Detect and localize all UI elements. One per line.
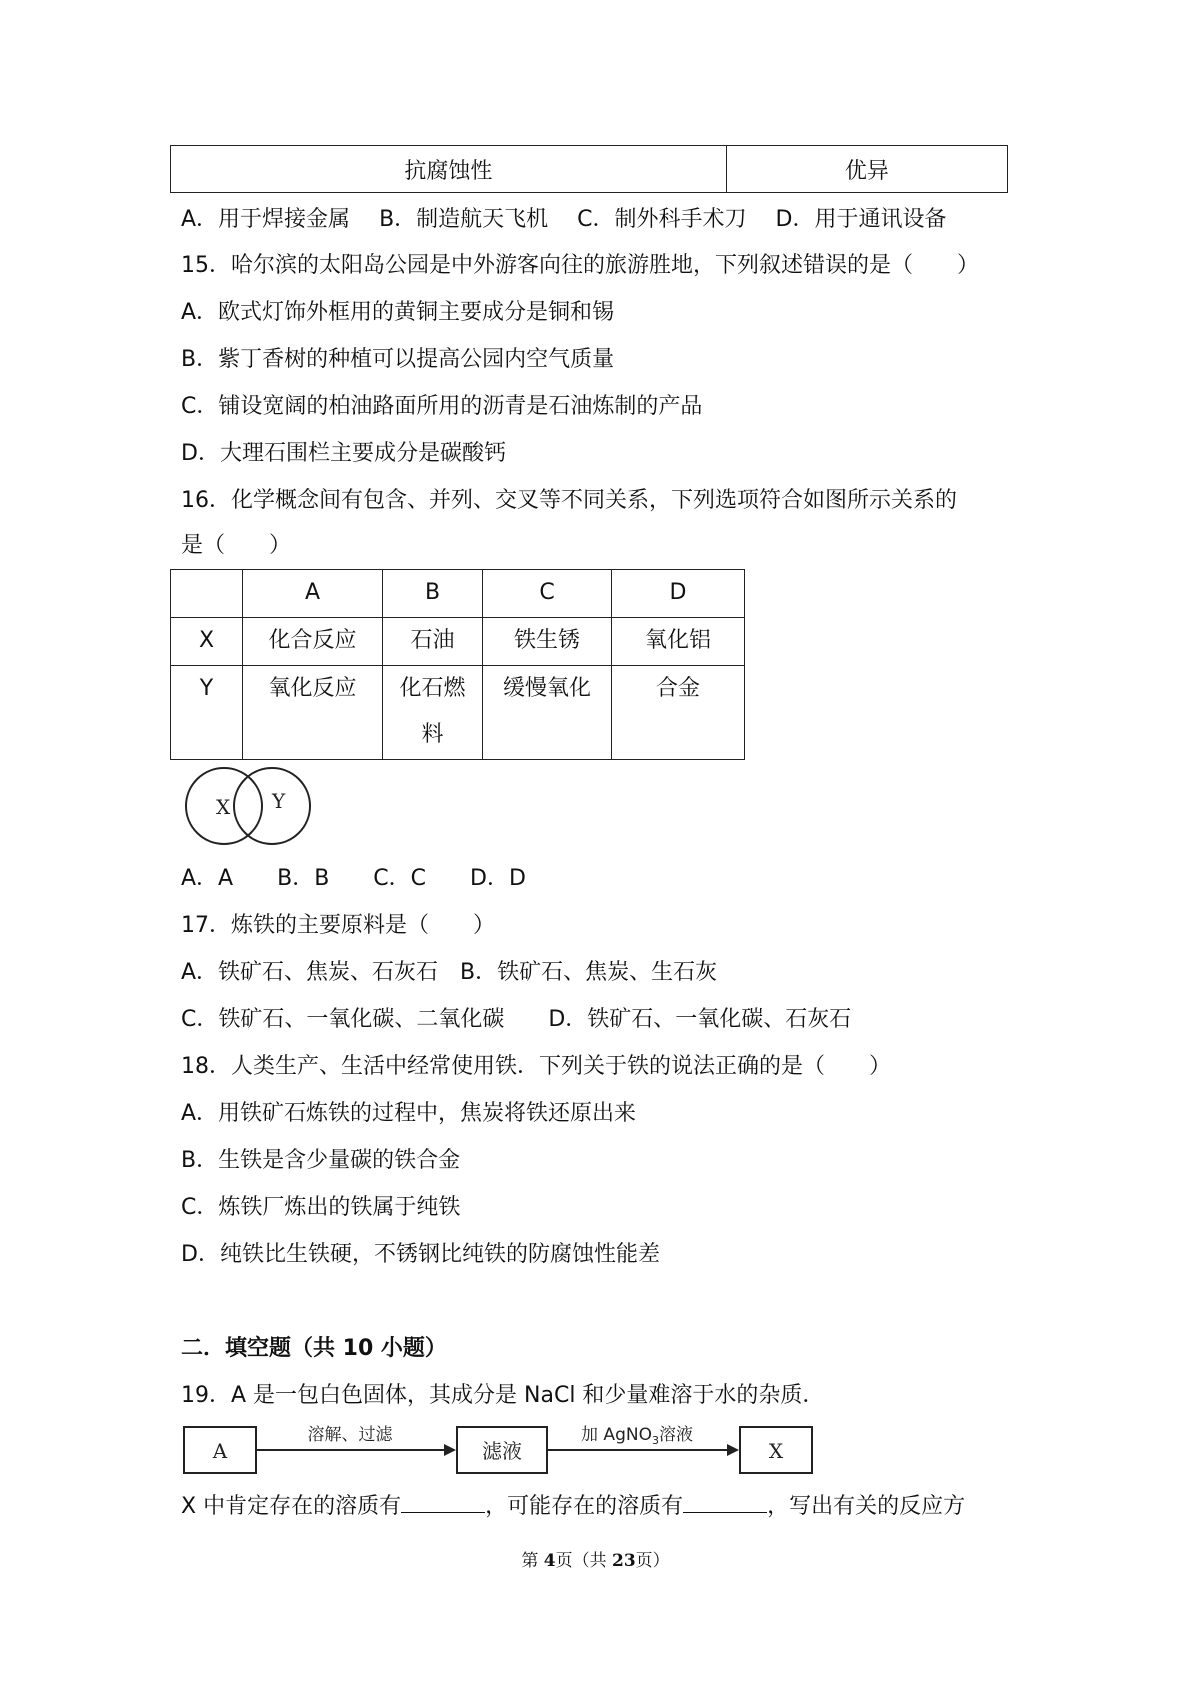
venn-label-x: X xyxy=(216,795,231,819)
table-cell: 石油 xyxy=(383,618,483,666)
flow-arrowhead-2 xyxy=(727,1444,739,1456)
venn-diagram xyxy=(180,760,320,850)
table-header-cell: D xyxy=(612,570,745,618)
q16-options-table xyxy=(170,569,745,760)
table-header-cell xyxy=(171,570,243,618)
table-cell: 氧化铝 xyxy=(612,618,745,666)
q17-options-line1: A．铁矿石、焦炭、石灰石 B．铁矿石、焦炭、生石灰 xyxy=(181,960,718,985)
table-row xyxy=(171,618,745,666)
table-cell: 铁生锈 xyxy=(483,618,612,666)
q19-text-part3: ，写出有关的反应方 xyxy=(767,1494,966,1519)
footer-page-number: 4 xyxy=(543,1551,556,1571)
footer-middle: 页（共 xyxy=(555,1551,612,1571)
q18-stem: 18．人类生产、生活中经常使用铁．下列关于铁的说法正确的是（ ） xyxy=(181,1054,891,1079)
table-header-cell: A xyxy=(243,570,383,618)
q15-option-b: B．紫丁香树的种植可以提高公园内空气质量 xyxy=(181,347,615,372)
property-value-cell: 优异 xyxy=(726,146,1007,193)
q19-text-part1: X 中肯定存在的溶质有 xyxy=(181,1494,402,1519)
q15-option-a: A．欧式灯饰外框用的黄铜主要成分是铜和锡 xyxy=(181,300,615,325)
q19-text-part2: ，可能存在的溶质有 xyxy=(485,1494,684,1519)
table-cell: 化合反应 xyxy=(243,618,383,666)
flow-box-filtrate-label: 滤液 xyxy=(482,1439,522,1463)
answer-blank-1[interactable] xyxy=(401,1490,485,1513)
q15-stem: 15．哈尔滨的太阳岛公园是中外游客向往的旅游胜地，下列叙述错误的是（ ） xyxy=(181,253,979,278)
q14-option-b: B．制造航天飞机 xyxy=(379,207,549,232)
flow-arrow-2-label xyxy=(581,1425,693,1447)
flow-arrow-2-suffix: 溶液 xyxy=(658,1425,693,1445)
q14-options xyxy=(181,205,946,235)
table-cell: 缓慢氧化 xyxy=(483,666,612,760)
footer-prefix: 第 xyxy=(521,1551,544,1571)
q15-option-d: D．大理石围栏主要成分是碳酸钙 xyxy=(181,441,506,466)
table-cell xyxy=(383,666,483,760)
q16-stem-line2: 是（ ） xyxy=(181,533,292,558)
table-header-cell: B xyxy=(383,570,483,618)
q16-stem-line1: 16．化学概念间有包含、并列、交叉等不同关系，下列选项符合如图所示关系的 xyxy=(181,488,957,513)
section-heading: 二．填空题（共 10 小题） xyxy=(181,1336,447,1361)
q14-option-d: D．用于通讯设备 xyxy=(775,207,947,232)
q19-question-line xyxy=(181,1490,965,1522)
q15-option-c: C．铺设宽阔的柏油路面所用的沥青是石油炼制的产品 xyxy=(181,394,703,419)
page-footer xyxy=(0,1546,1191,1571)
flow-arrow-2-prefix: 加 AgNO xyxy=(581,1425,652,1445)
answer-blank-2[interactable] xyxy=(683,1490,767,1513)
footer-total-pages: 23 xyxy=(611,1551,636,1571)
q14-option-c: C．制外科手术刀 xyxy=(577,207,747,232)
q19-stem: 19．A 是一包白色固体，其成分是 NaCl 和少量难溶于水的杂质． xyxy=(181,1383,825,1408)
property-name-cell: 抗腐蚀性 xyxy=(171,146,727,193)
q18-option-a: A．用铁矿石炼铁的过程中，焦炭将铁还原出来 xyxy=(181,1101,637,1126)
q16-options: A．A B．B C．C D．D xyxy=(181,866,526,891)
process-flow-diagram xyxy=(180,1420,830,1480)
flow-box-x-label: X xyxy=(768,1439,784,1463)
flow-arrow-1-label: 溶解、过滤 xyxy=(307,1425,393,1445)
flow-box-a-label: A xyxy=(212,1439,228,1463)
property-table xyxy=(170,145,1008,193)
table-cell: X xyxy=(171,618,243,666)
table-cell-line2: 料 xyxy=(421,722,444,747)
venn-label-y: Y xyxy=(272,789,286,813)
q18-option-d: D．纯铁比生铁硬，不锈钢比纯铁的防腐蚀性能差 xyxy=(181,1242,660,1267)
table-cell: Y xyxy=(171,666,243,760)
q17-options-line2: C．铁矿石、一氧化碳、二氧化碳 D．铁矿石、一氧化碳、石灰石 xyxy=(181,1007,852,1032)
table-cell: 合金 xyxy=(612,666,745,760)
q18-option-b: B．生铁是含少量碳的铁合金 xyxy=(181,1148,461,1173)
footer-suffix: 页） xyxy=(635,1551,670,1571)
flow-arrow-2-subscript: 3 xyxy=(651,1434,659,1447)
q18-option-c: C．炼铁厂炼出的铁属于纯铁 xyxy=(181,1195,461,1220)
flow-arrowhead-1 xyxy=(444,1444,456,1456)
q14-option-a: A．用于焊接金属 xyxy=(181,207,351,232)
table-row xyxy=(171,666,745,760)
table-cell: 氧化反应 xyxy=(243,666,383,760)
q17-stem: 17．炼铁的主要原料是（ ） xyxy=(181,913,495,938)
table-header-cell: C xyxy=(483,570,612,618)
table-cell-line1: 化石燃 xyxy=(399,676,466,701)
